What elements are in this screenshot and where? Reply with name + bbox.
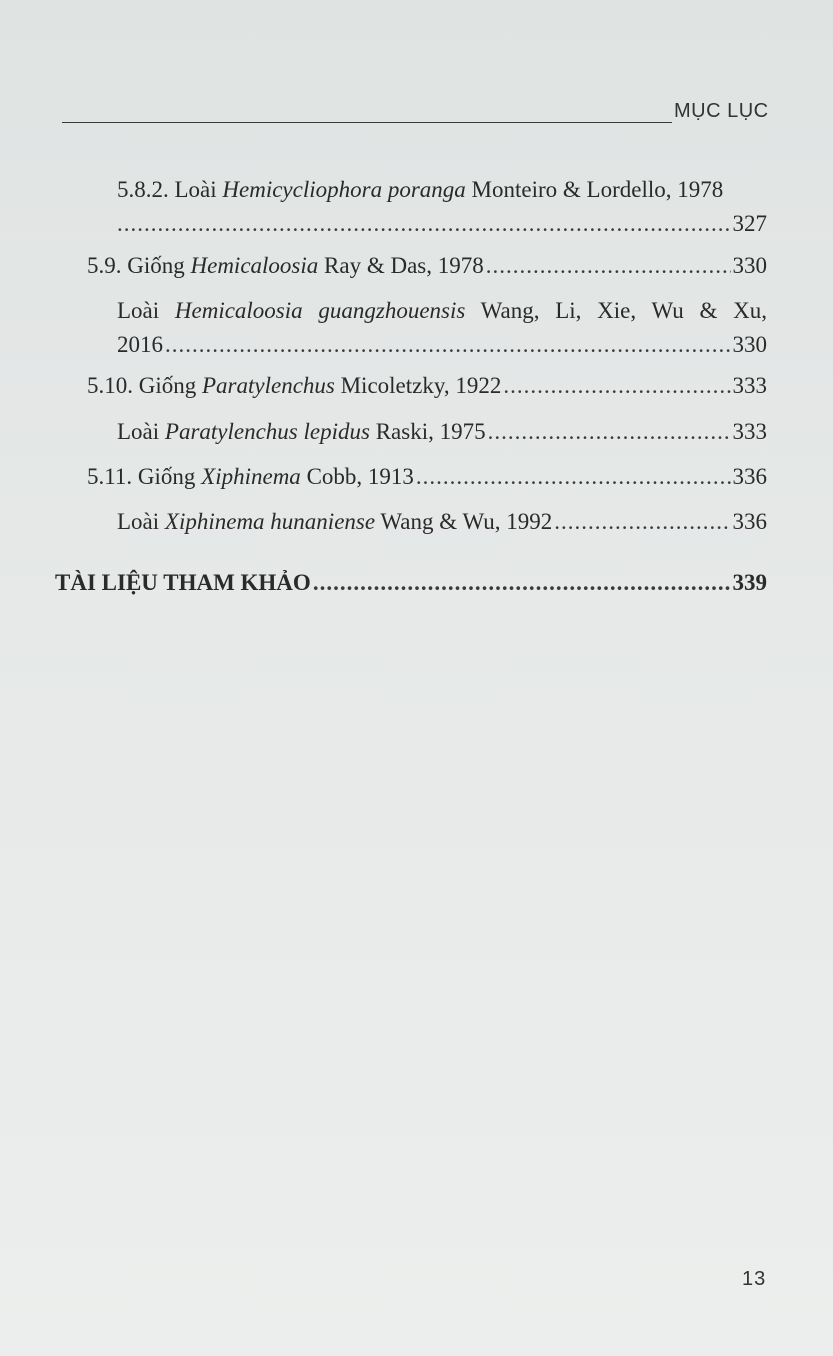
toc-entry-prefix: Loài <box>117 298 175 323</box>
toc-entry-row <box>87 461 767 493</box>
toc-entry-title <box>117 295 767 327</box>
toc-entry-5-8-2 <box>117 174 767 240</box>
toc-entry-title <box>117 174 767 206</box>
toc-entry-species: Paratylenchus lepidus <box>164 419 370 444</box>
header-rule <box>62 122 672 123</box>
toc-entry-title: TÀI LIỆU THAM KHẢO <box>55 570 311 595</box>
page-number: 13 <box>742 1268 767 1290</box>
leader-dots <box>313 567 731 599</box>
toc-entry-title <box>87 370 501 402</box>
toc-entry-paratylenchus-species <box>117 416 767 448</box>
toc-entry-5-9 <box>87 250 767 282</box>
toc-entry-row <box>117 416 767 448</box>
leader-dots <box>554 506 730 538</box>
toc-entry-author: Wang, Li, Xie, Wu & Xu, <box>465 298 767 323</box>
toc-page-number: 330 <box>732 253 767 278</box>
toc-entry-prefix: 5.8.2. Loài <box>117 177 223 202</box>
toc-entry-5-10 <box>87 370 767 402</box>
toc-entry-species: Hemicaloosia guangzhouensis <box>174 298 466 323</box>
toc-entry-species: Xiphinema hunaniense <box>164 509 376 534</box>
leader-dots <box>488 416 731 448</box>
toc-entry-title <box>87 250 484 282</box>
toc-entry-author: Monteiro & Lordello, 1978 <box>465 177 724 202</box>
toc-entry-row <box>87 250 767 282</box>
toc-entry-species: Hemicycliophora poranga <box>222 177 466 202</box>
running-header-title: MỤC LỤC <box>674 100 769 122</box>
toc-entry-title <box>117 506 552 538</box>
leader-dots <box>486 250 731 282</box>
toc-entry-genus: Xiphinema <box>201 464 301 489</box>
toc-entry-author: Ray & Das, 1978 <box>318 253 484 278</box>
toc-entry-hemicaloosia-species <box>117 295 767 361</box>
toc-entry-genus: Paratylenchus <box>202 373 335 398</box>
leader-dots <box>416 461 731 493</box>
toc-entry-prefix: Loài <box>117 419 165 444</box>
toc-page-number: 339 <box>732 570 767 595</box>
toc-entry-references <box>55 567 767 599</box>
toc-entry-row <box>87 370 767 402</box>
toc-entry-5-11 <box>87 461 767 493</box>
toc-page-number: 330 <box>732 332 767 357</box>
toc-entry-prefix: 5.10. Giống <box>87 373 202 398</box>
toc-entry-title <box>87 461 414 493</box>
toc-page-number: 336 <box>732 464 767 489</box>
toc-entry-leader-row <box>117 208 767 240</box>
toc-entry-prefix: 5.11. Giống <box>87 464 202 489</box>
leader-dots <box>117 208 731 240</box>
toc-entry-author: Wang & Wu, 1992 <box>375 509 553 534</box>
toc-page-number: 333 <box>732 419 767 444</box>
toc-entry-title <box>117 416 486 448</box>
toc-entry-prefix: Loài <box>117 509 165 534</box>
leader-dots <box>503 370 730 402</box>
toc-entry-prefix: 5.9. Giống <box>87 253 191 278</box>
toc-page-number: 333 <box>732 373 767 398</box>
toc-entry-author: Cobb, 1913 <box>300 464 414 489</box>
toc-entry-year: 2016 <box>117 332 163 357</box>
toc-entry-author: Raski, 1975 <box>369 419 486 444</box>
toc-entry-leader-row <box>117 329 767 361</box>
toc-page-number: 336 <box>732 509 767 534</box>
toc-page-number: 327 <box>732 211 767 236</box>
toc-entry-row <box>117 506 767 538</box>
leader-dots <box>165 329 731 361</box>
toc-entry-genus: Hemicaloosia <box>190 253 319 278</box>
toc-entry-xiphinema-species <box>117 506 767 538</box>
toc-entry-row <box>55 567 767 599</box>
toc-entry-author: Micoletzky, 1922 <box>334 373 502 398</box>
